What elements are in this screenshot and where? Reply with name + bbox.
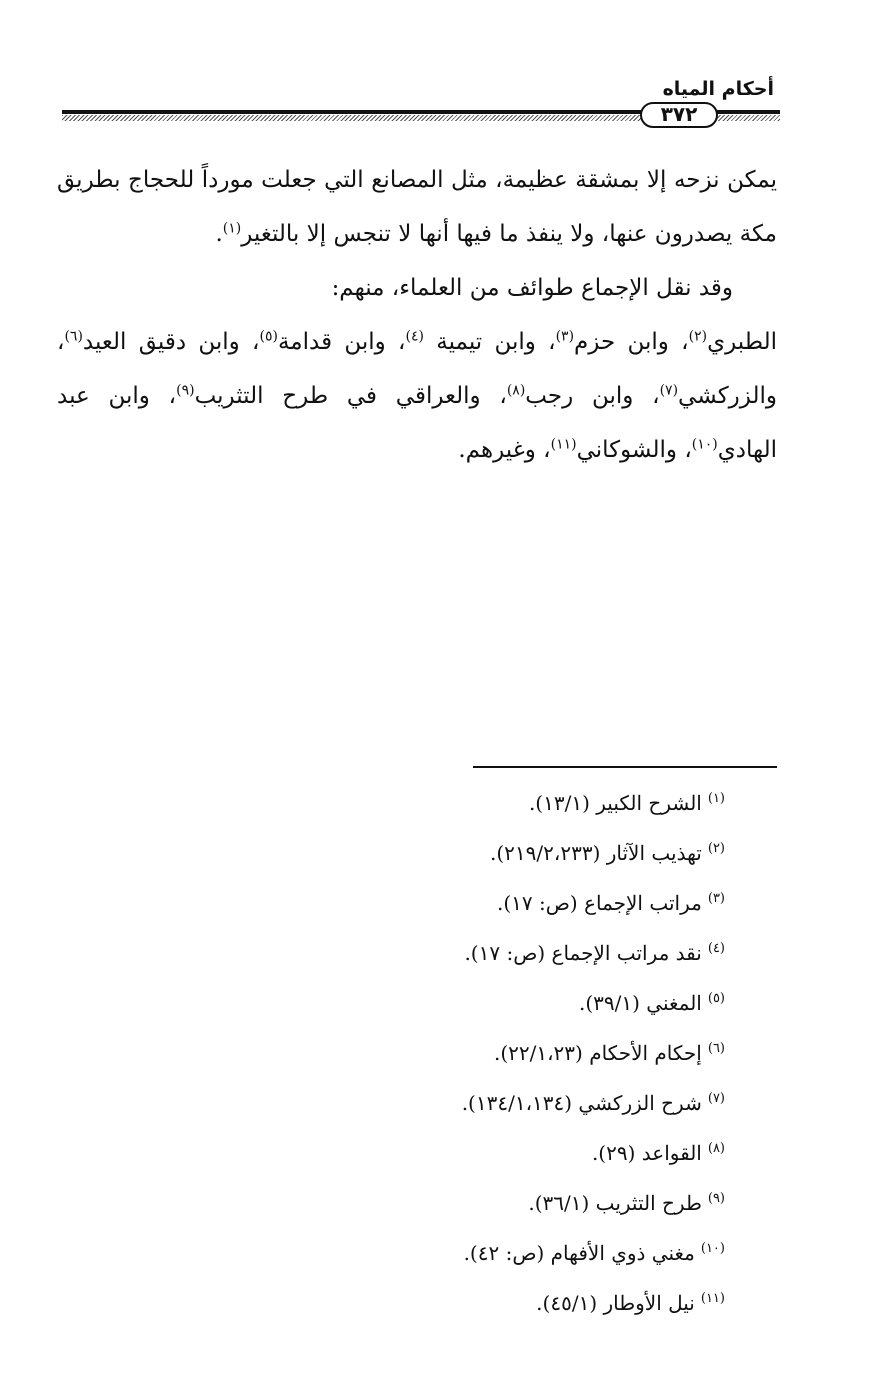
footnote-marker: (٣) xyxy=(707,891,725,907)
main-text xyxy=(57,153,777,477)
footnote-marker: (٩) xyxy=(707,1191,725,1207)
footnote-marker: (١٠) xyxy=(700,1241,725,1257)
footnote-marker: (٢) xyxy=(707,841,725,857)
footnote-marker: (٦) xyxy=(707,1041,725,1057)
text-span: ، وابن رجب xyxy=(525,383,660,409)
text-span: ، وغيرهم. xyxy=(458,437,551,463)
footnote-ref-8[interactable]: (٨) xyxy=(506,382,526,399)
footnote-ref-3[interactable]: (٣) xyxy=(555,328,575,345)
text-span: . xyxy=(215,221,223,247)
footnote-8 xyxy=(205,1128,725,1178)
footnote-6 xyxy=(205,1028,725,1078)
paragraph-1 xyxy=(57,153,777,261)
footnote-marker: (١) xyxy=(707,791,725,807)
paragraph-2 xyxy=(57,261,777,315)
text-span: ، والعراقي في طرح التثريب xyxy=(194,383,507,409)
footnote-ref-10[interactable]: (١٠) xyxy=(691,436,718,453)
footnote-ref-6[interactable]: (٦) xyxy=(64,328,83,345)
text-span: ، والشوكاني xyxy=(576,437,692,463)
footnote-ref-7[interactable]: (٧) xyxy=(659,382,679,399)
text-span: الطبري xyxy=(707,329,777,355)
footnote-text: القواعد (٢٩). xyxy=(591,1141,702,1165)
footnote-5 xyxy=(205,978,725,1028)
footnote-3 xyxy=(205,878,725,928)
text-span: ، والزركشي xyxy=(57,329,777,409)
footnote-ref-9[interactable]: (٩) xyxy=(176,382,195,399)
page-header xyxy=(62,70,780,130)
page-number: ٣٧٢ xyxy=(640,102,718,128)
footnote-text: مراتب الإجماع (ص: ١٧). xyxy=(496,891,702,915)
footnote-4 xyxy=(205,928,725,978)
footnote-marker: (٧) xyxy=(707,1091,725,1107)
paragraph-3 xyxy=(57,315,777,477)
footnote-ref-4[interactable]: (٤) xyxy=(405,328,424,345)
footnote-text: المغني (٣٩/١). xyxy=(578,991,702,1015)
footnote-10 xyxy=(205,1228,725,1278)
footnote-9 xyxy=(205,1178,725,1228)
footnote-text: الشرح الكبير (١٣/١). xyxy=(528,791,702,815)
footnote-marker: (٤) xyxy=(707,941,725,957)
footnote-ref-2[interactable]: (٢) xyxy=(688,328,708,345)
text-span: ، وابن حزم xyxy=(574,329,689,355)
footnote-text: طرح التثريب (٣٦/١). xyxy=(528,1191,702,1215)
text-span: ، وابن عبد الهادي xyxy=(57,383,777,463)
footnote-ref-5[interactable]: (٥) xyxy=(259,328,278,345)
text-span: وقد نقل الإجماع طوائف من العلماء، منهم: xyxy=(331,275,733,301)
footnote-text: مغني ذوي الأفهام (ص: ٤٢). xyxy=(463,1241,695,1265)
footnote-ref-1[interactable]: (١) xyxy=(222,220,242,237)
text-span: ، وابن قدامة xyxy=(277,329,406,355)
footnote-2 xyxy=(205,828,725,878)
footnotes-list xyxy=(205,778,725,1328)
text-span: ، وابن دقيق العيد xyxy=(82,329,260,355)
footnote-text: إحكام الأحكام (٢٢/١،٢٣). xyxy=(493,1041,702,1065)
footnote-ref-11[interactable]: (١١) xyxy=(550,436,577,453)
footnote-11 xyxy=(205,1278,725,1328)
footnote-text: نيل الأوطار (٤٥/١). xyxy=(536,1291,695,1315)
footnote-text: نقد مراتب الإجماع (ص: ١٧). xyxy=(464,941,702,965)
footnote-marker: (١١) xyxy=(700,1291,725,1307)
footnote-marker: (٨) xyxy=(707,1141,725,1157)
text-span: ، وابن تيمية xyxy=(423,329,556,355)
text-span: يمكن نزحه إلا بمشقة عظيمة، مثل المصانع التي جعلت مورداً للحجاج بطريق مكة يصدرون عنها، ولا ينفذ ما فيها أنها لا تنجس إلا بالتغير xyxy=(57,167,777,247)
footnote-text: شرح الزركشي (١٣٤/١،١٣٤). xyxy=(461,1091,702,1115)
footnote-marker: (٥) xyxy=(707,991,725,1007)
footnote-separator xyxy=(473,766,777,768)
footnote-1 xyxy=(205,778,725,828)
footnote-text: تهذيب الآثار (٢١٩/٢،٢٣٣). xyxy=(490,841,702,865)
footnote-7 xyxy=(205,1078,725,1128)
running-title: أحكام المياه xyxy=(662,78,774,100)
